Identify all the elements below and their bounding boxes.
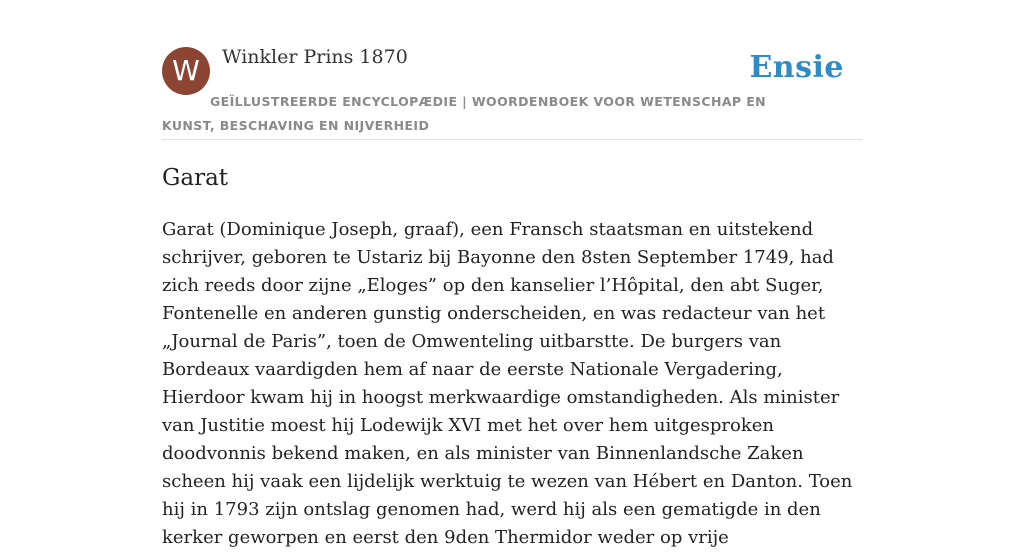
source-avatar[interactable]: W <box>162 47 210 95</box>
article-body: Garat (Dominique Joseph, graaf), een Fransch staatsman en uitstekend schrijver, geboren te Ustariz bij Bayonne den 8sten September 1749, had zich reeds door zijne „Eloges” op den kanselier l’Hôpital, den abt Suger, Fontenelle en anderen gunstig onderscheiden, en was redacteur van het „Journal de Paris”, toen de Omwenteling uitbarstte. De burgers van Bordeaux vaardigden hem af naar de eerste Nationale Vergadering, Hierdoor kwam hij in hoogst merkwaardige omstandigheden. Als minister van Justitie moest hij Lodewijk XVI met het over hem uitgesproken doodvonnis bekend maken, en als minister van Binnenlandsche Zaken scheen hij vaak een lijdelijk werktuig te wezen van Hébert en Danton. Toen hij in 1793 zijn ontslag genomen had, werd hij als een gematigde in den kerker geworpen en eerst den 9den Thermidor weder op vrije <box>162 219 853 548</box>
ensie-logo-link[interactable]: Ensie <box>749 50 844 85</box>
header <box>162 44 862 140</box>
source-subtitle: GEÏLLUSTREERDE ENCYCLOPÆDIE | WOORDENBOEK VOOR WETENSCHAP EN KUNST, BESCHAVING EN NIJVERHEID <box>162 94 767 133</box>
article-title: Garat <box>162 165 229 191</box>
source-title[interactable]: Winkler Prins 1870 <box>222 46 408 68</box>
